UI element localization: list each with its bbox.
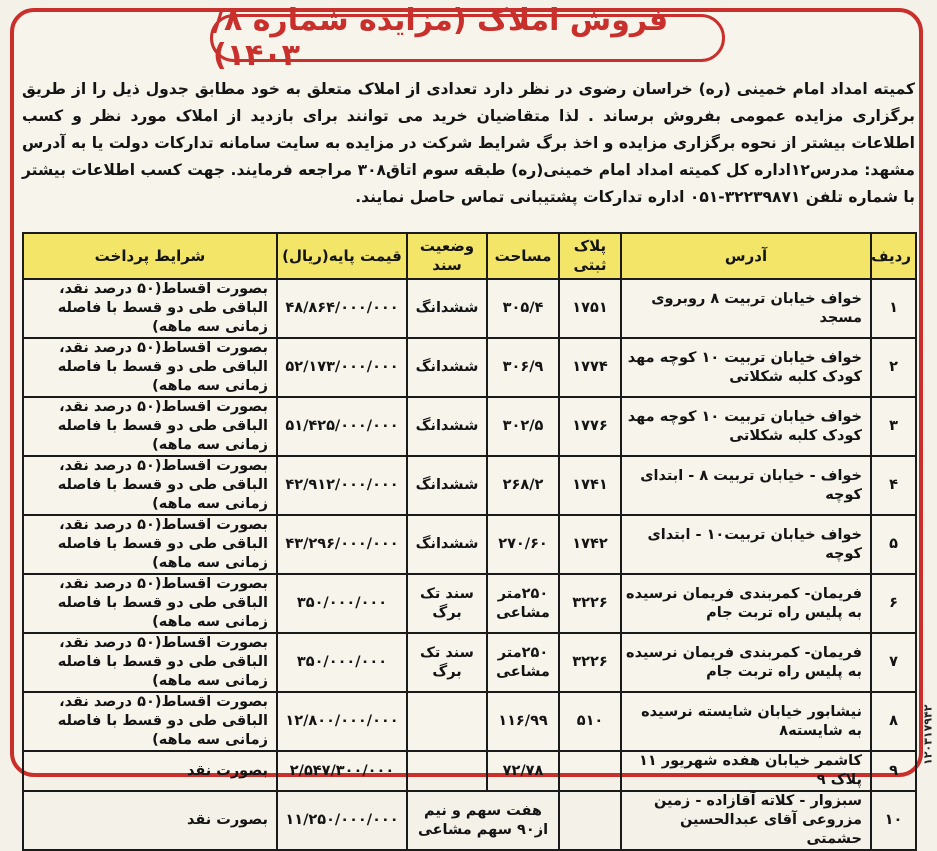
table-row bbox=[23, 791, 916, 850]
cell-base-price: ۵۱/۴۲۵/۰۰۰/۰۰۰ bbox=[277, 397, 407, 456]
listings-table bbox=[22, 232, 917, 851]
cell-area: ۲۵۰متر مشاعی bbox=[487, 574, 559, 633]
listings-table-wrap bbox=[22, 232, 915, 847]
cell-deed-status: سند تک برگ bbox=[407, 633, 487, 692]
cell-area: ۳۰۲/۵ bbox=[487, 397, 559, 456]
cell-row-number: ۲ bbox=[871, 338, 916, 397]
cell-area: ۳۰۶/۹ bbox=[487, 338, 559, 397]
cell-plate: ۱۷۷۴ bbox=[559, 338, 621, 397]
cell-deed-status: ششدانگ bbox=[407, 515, 487, 574]
cell-area: هفت سهم و نیم از۹۰ سهم مشاعی bbox=[407, 791, 559, 850]
cell-plate: ۱۷۷۶ bbox=[559, 397, 621, 456]
cell-base-price: ۵۲/۱۷۳/۰۰۰/۰۰۰ bbox=[277, 338, 407, 397]
cell-row-number: ۷ bbox=[871, 633, 916, 692]
cell-payment-terms: بصورت اقساط(۵۰ درصد نقد، الباقی طی دو قسط با فاصله زمانی سه ماهه) bbox=[23, 574, 277, 633]
cell-payment-terms: بصورت اقساط(۵۰ درصد نقد، الباقی طی دو قسط با فاصله زمانی سه ماهه) bbox=[23, 338, 277, 397]
cell-row-number: ۱ bbox=[871, 279, 916, 338]
table-row bbox=[23, 515, 916, 574]
cell-base-price: ۱۲/۸۰۰/۰۰۰/۰۰۰ bbox=[277, 692, 407, 751]
intro-paragraph: کمیته امداد امام خمینی (ره) خراسان رضوی در نظر دارد تعدادی از املاک متعلق به خود مطابق جدول ذیل را از طریق برگزاری مزایده عمومی بفروش برساند . لذا متقاضیان خرید می توانند برای بازدید از املاک مورد نظر و کسب اطلاعات بیشتر از نحوه برگزاری مزایده و اخذ برگ شرایط شرکت در مزایده به سایت سامانه تدارکات دولت یا به آدرس مشهد: مدرس۱۲اداره کل کمیته امداد امام خمینی(ره) طبقه سوم اتاق۳۰۸ مراجعه فرمایند. جهت کسب اطلاعات بیشتر با شماره تلفن ۳۲۲۳۹۸۷۱-۰۵۱ اداره تدارکات پشتیبانی تماس حاصل نمایند. bbox=[22, 80, 915, 206]
cell-deed-status: ششدانگ bbox=[407, 338, 487, 397]
ad-title: فروش املاک (مزایده شماره ۸/ ۱۴۰۳) bbox=[210, 14, 725, 62]
cell-area: ۲۶۸/۲ bbox=[487, 456, 559, 515]
cell-deed-status: ششدانگ bbox=[407, 397, 487, 456]
cell-base-price: ۳۵۰/۰۰۰/۰۰۰ bbox=[277, 574, 407, 633]
header-deed-status: وضعیت سند bbox=[407, 233, 487, 279]
cell-deed-status bbox=[407, 751, 487, 791]
cell-plate: ۱۷۵۱ bbox=[559, 279, 621, 338]
cell-address: سبزوار - کلاته آقازاده - زمین مزروعی آقای عبدالحسین حشمتی bbox=[621, 791, 871, 850]
cell-payment-terms: بصورت نقد bbox=[23, 791, 277, 850]
header-row-number: ردیف bbox=[871, 233, 916, 279]
cell-base-price: ۲/۵۴۷/۳۰۰/۰۰۰ bbox=[277, 751, 407, 791]
cell-payment-terms: بصورت نقد bbox=[23, 751, 277, 791]
cell-payment-terms: بصورت اقساط(۵۰ درصد نقد، الباقی طی دو قسط با فاصله زمانی سه ماهه) bbox=[23, 633, 277, 692]
cell-address: خواف - خیابان تربیت ۸ - ابتدای کوچه bbox=[621, 456, 871, 515]
cell-plate bbox=[559, 751, 621, 791]
cell-base-price: ۳۵۰/۰۰۰/۰۰۰ bbox=[277, 633, 407, 692]
cell-base-price: ۴۳/۲۹۶/۰۰۰/۰۰۰ bbox=[277, 515, 407, 574]
cell-address: فریمان- کمربندی فریمان نرسیده به پلیس راه تربت جام bbox=[621, 574, 871, 633]
cell-plate: ۵۱۰ bbox=[559, 692, 621, 751]
table-row bbox=[23, 751, 916, 791]
header-address: آدرس bbox=[621, 233, 871, 279]
cell-area: ۲۷۰/۶۰ bbox=[487, 515, 559, 574]
table-row bbox=[23, 633, 916, 692]
header-payment-terms: شرایط پرداخت bbox=[23, 233, 277, 279]
side-code: ۱۲۰۳۱۷۹۴۲ bbox=[921, 704, 935, 766]
cell-address: فریمان- کمربندی فریمان نرسیده به پلیس راه تربت جام bbox=[621, 633, 871, 692]
header-plate: پلاک ثبتی bbox=[559, 233, 621, 279]
cell-row-number: ۹ bbox=[871, 751, 916, 791]
cell-address: خواف خیابان تربیت۱۰ - ابتدای کوچه bbox=[621, 515, 871, 574]
cell-row-number: ۶ bbox=[871, 574, 916, 633]
cell-payment-terms: بصورت اقساط(۵۰ درصد نقد، الباقی طی دو قسط با فاصله زمانی سه ماهه) bbox=[23, 279, 277, 338]
cell-row-number: ۸ bbox=[871, 692, 916, 751]
cell-plate: ۱۷۴۲ bbox=[559, 515, 621, 574]
table-row bbox=[23, 397, 916, 456]
table-row bbox=[23, 338, 916, 397]
cell-area: ۷۲/۷۸ bbox=[487, 751, 559, 791]
header-area: مساحت bbox=[487, 233, 559, 279]
cell-payment-terms: بصورت اقساط(۵۰ درصد نقد، الباقی طی دو قسط با فاصله زمانی سه ماهه) bbox=[23, 397, 277, 456]
header-base-price: قیمت پایه(ریال) bbox=[277, 233, 407, 279]
cell-address: خواف خیابان تربیت ۱۰ کوچه مهد کودک کلبه شکلاتی bbox=[621, 338, 871, 397]
cell-payment-terms: بصورت اقساط(۵۰ درصد نقد، الباقی طی دو قسط با فاصله زمانی سه ماهه) bbox=[23, 515, 277, 574]
cell-row-number: ۱۰ bbox=[871, 791, 916, 850]
cell-payment-terms: بصورت اقساط(۵۰ درصد نقد، الباقی طی دو قسط با فاصله زمانی سه ماهه) bbox=[23, 456, 277, 515]
cell-base-price: ۴۲/۹۱۲/۰۰۰/۰۰۰ bbox=[277, 456, 407, 515]
cell-base-price: ۴۸/۸۶۴/۰۰۰/۰۰۰ bbox=[277, 279, 407, 338]
cell-address: خواف خیابان تربیت ۱۰ کوچه مهد کودک کلبه شکلاتی bbox=[621, 397, 871, 456]
cell-row-number: ۳ bbox=[871, 397, 916, 456]
cell-area: ۱۱۶/۹۹ bbox=[487, 692, 559, 751]
cell-address: نیشابور خیابان شایسته نرسیده به شایسته۸ bbox=[621, 692, 871, 751]
cell-deed-status: ششدانگ bbox=[407, 456, 487, 515]
cell-deed-status: سند تک برگ bbox=[407, 574, 487, 633]
cell-plate bbox=[559, 791, 621, 850]
cell-plate: ۳۲۲۶ bbox=[559, 633, 621, 692]
cell-plate: ۱۷۴۱ bbox=[559, 456, 621, 515]
cell-base-price: ۱۱/۲۵۰/۰۰۰/۰۰۰ bbox=[277, 791, 407, 850]
cell-address: کاشمر خیابان هفده شهریور ۱۱ پلاک ۹ bbox=[621, 751, 871, 791]
cell-row-number: ۴ bbox=[871, 456, 916, 515]
cell-area: ۲۵۰متر مشاعی bbox=[487, 633, 559, 692]
cell-area: ۳۰۵/۴ bbox=[487, 279, 559, 338]
table-row bbox=[23, 456, 916, 515]
cell-deed-status bbox=[407, 692, 487, 751]
cell-deed-status: ششدانگ bbox=[407, 279, 487, 338]
cell-payment-terms: بصورت اقساط(۵۰ درصد نقد، الباقی طی دو قسط با فاصله زمانی سه ماهه) bbox=[23, 692, 277, 751]
cell-plate: ۳۲۲۶ bbox=[559, 574, 621, 633]
cell-address: خواف خیابان تربیت ۸ روبروی مسجد bbox=[621, 279, 871, 338]
table-row bbox=[23, 279, 916, 338]
cell-row-number: ۵ bbox=[871, 515, 916, 574]
table-row bbox=[23, 574, 916, 633]
table-row bbox=[23, 692, 916, 751]
